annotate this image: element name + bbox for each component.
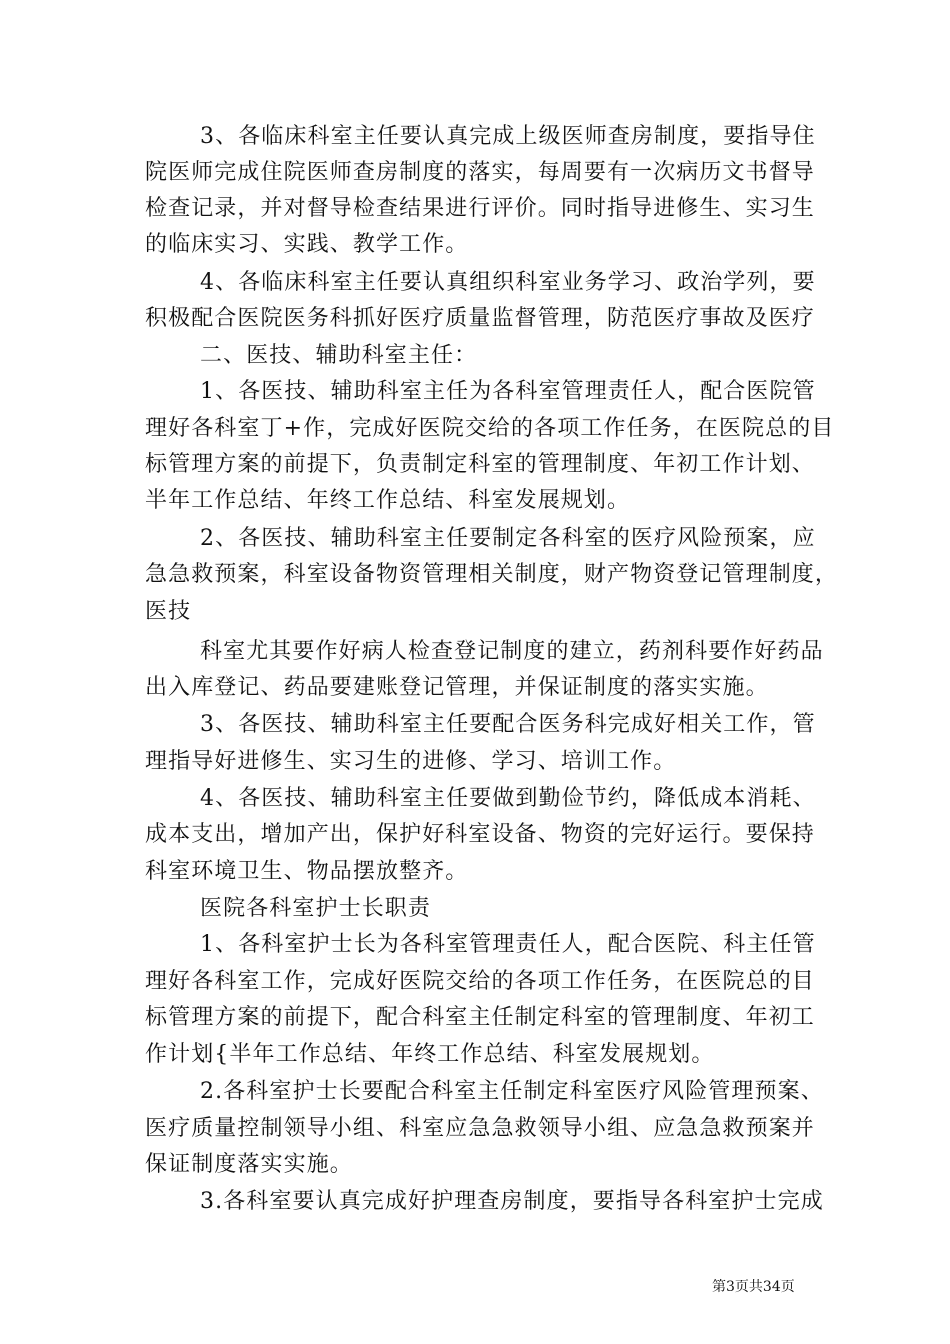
text-line-30: 3.各科室要认真完成好护理查房制度，要指导各科室护士完成 xyxy=(200,1189,824,1214)
text-line-24: 理好各科室工作，完成好医院交给的各项工作任务，在医院总的目 xyxy=(145,969,815,994)
text-line-6: 积极配合医院医务科抓好医疗质量监督管理，防范医疗事故及医疗 xyxy=(145,306,815,331)
text-line-21: 科室环境卫生、物品摆放整齐。 xyxy=(145,859,469,884)
text-line-29: 保证制度落实实施。 xyxy=(145,1152,353,1177)
section-title: 医院各科室护士长职责 xyxy=(200,896,432,921)
text-line-8: 1、各医技、辅助科室主任为各科室管理责任人，配合医院管 xyxy=(200,379,816,404)
text-line-19: 4、各医技、辅助科室主任要做到勤俭节约，降低成本消耗、 xyxy=(200,786,816,811)
text-line-26: 作计划{半年工作总结、年终工作总结、科室发展规划。 xyxy=(145,1042,715,1067)
text-line-4: 的临床实习、实践、教学工作。 xyxy=(145,232,469,257)
text-line-11: 半年工作总结、年终工作总结、科室发展规划。 xyxy=(145,488,631,513)
text-line-27: 2.各科室护士长要配合科室主任制定科室医疗风险管理预案、 xyxy=(200,1079,824,1104)
text-line-28: 医疗质量控制领导小组、科室应急急救领导小组、应急急救预案并 xyxy=(145,1116,815,1141)
text-line-9: 理好各科室丁+作，完成好医院交给的各项工作任务，在医院总的目 xyxy=(145,416,835,441)
text-line-2: 院医师完成住院医师查房制度的落实，每周要有一次病历文书督导 xyxy=(145,160,815,185)
text-line-25: 标管理方案的前提下，配合科室主任制定科室的管理制度、年初工 xyxy=(145,1005,815,1030)
text-line-3: 检查记录，并对督导检查结果进行评价。同时指导进修生、实习生 xyxy=(145,196,815,221)
text-line-12: 2、各医技、辅助科室主任要制定各科室的医疗风险预案，应 xyxy=(200,526,816,551)
text-line-13: 急急救预案，科室设备物资管理相关制度，财产物资登记管理制度， xyxy=(145,562,839,587)
text-line-20: 成本支出，增加产出，保护好科室设备、物资的完好运行。要保持 xyxy=(145,822,815,847)
text-line-23: 1、各科室护士长为各科室管理责任人，配合医院、科主任管 xyxy=(200,932,816,957)
text-line-1: 3、各临床科室主任要认真完成上级医师查房制度，要指导住 xyxy=(200,124,816,149)
text-line-10: 标管理方案的前提下，负责制定科室的管理制度、年初工作计划、 xyxy=(145,452,815,477)
section-heading: 二、医技、辅助科室主任： xyxy=(200,343,478,368)
text-line-5: 4、各临床科室主任要认真组织科室业务学习、政治学列，要 xyxy=(200,270,816,295)
text-line-16: 出入库登记、药品要建账登记管理，并保证制度的落实实施。 xyxy=(145,675,769,700)
text-line-15: 科室尤其要作好病人检查登记制度的建立，药剂科要作好药品 xyxy=(200,639,824,664)
text-line-14: 医技 xyxy=(145,599,192,624)
text-line-17: 3、各医技、辅助科室主任要配合医务科完成好相关工作，管 xyxy=(200,712,816,737)
text-line-18: 理指导好进修生、实习生的进修、学习、培训工作。 xyxy=(145,749,677,774)
page-number-footer: 第3页共34页 xyxy=(712,1279,795,1295)
